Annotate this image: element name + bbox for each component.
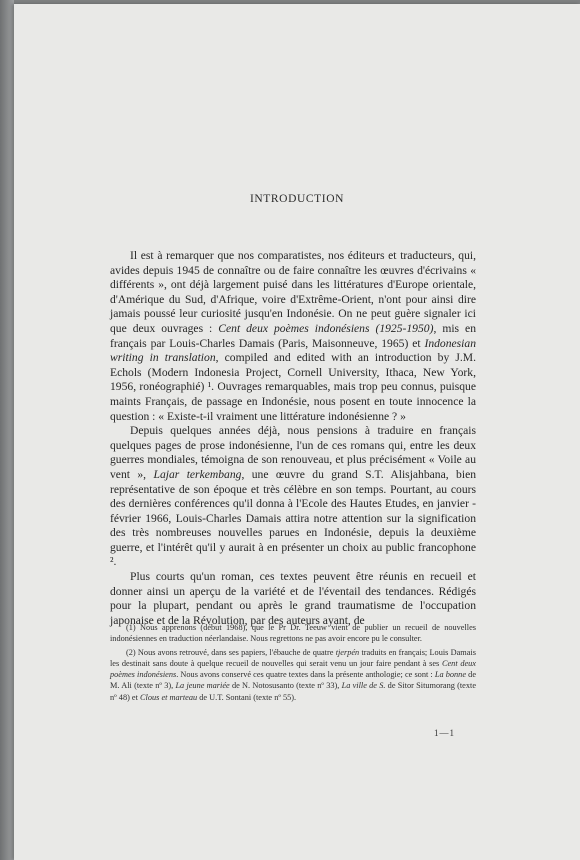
- footnote-text: de M. Ali (texte nº 3),: [110, 670, 476, 691]
- paragraph-text: Il est à remarquer que nos comparatistes, nos éditeurs et traducteurs, qui, avides depuis 1945 de connaître ou de faire connaître les œuvres d'écrivains « différents », ont déjà largement puisé dans les littératures d'Europe orientale, d'Amérique du Sud, d'Afrique, voire d'Extrême-Orient, n'ont pour ainsi dire jamais poussé leur curiosité jusqu'en Indonésie. On ne peut guère signaler ici que deux ouvrages :: [110, 249, 476, 335]
- italic-title: La ville de S.: [341, 681, 386, 691]
- paragraph: [110, 249, 476, 424]
- footnote-text: traduits en français; Louis Damais les destinait sans doute à quelque recueil de nouvelles qui serait venu un jour faire pendant à ses: [110, 648, 476, 669]
- paragraph-text: , compiled and edited with an introduction by J.M. Echols (Modern Indonesia Project, Cornell University, Ithaca, New York, 1956, ronéographié) ¹. Ouvrages remarquables, mais trop peu connus, puisque maints Français, de passage en Indonésie, nous posent en toute innocence la question : « Existe-t-il vraiment une littérature indonésienne ? »: [110, 351, 476, 423]
- paragraph-text: Plus courts qu'un roman, ces textes peuvent être réunis en recueil et donner ainsi un aperçu de la variété et de l'éventail des tendances. Rédigés pour la plupart, pendant ou après le grand traumatisme de l'occupation japonaise et de la Révolution, par des auteurs ayant, de: [110, 570, 476, 627]
- italic-title: tjerpén: [335, 648, 360, 658]
- page-number: 1—1: [434, 728, 455, 738]
- footnotes: [110, 622, 476, 706]
- footnote-text: (2) Nous avons retrouvé, dans ses papiers, l'ébauche de quatre: [126, 648, 336, 658]
- footnote-text: de Sitor Situmorang (texte nº 48) et: [110, 681, 477, 702]
- italic-title: Cent deux poèmes indonésiens: [110, 659, 476, 680]
- footnote-text: (1) Nous apprenons (début 1968), que le Pr Dr. Teeuw vient de publier un recueil de nouvelles indonésiennes en traduction néerlandaise. Nous regrettons ne pas avoir encore pu le consulter.: [110, 623, 476, 644]
- footnote-text: de U.T. Sontani (texte nº 55).: [197, 692, 297, 702]
- footnote: [110, 647, 476, 702]
- document-page: [14, 4, 580, 860]
- italic-title: Cent deux poèmes indonésiens (1925-1950): [218, 321, 434, 335]
- paragraph-text: , mis en français par Louis-Charles Damais (Paris, Maisonneuve, 1965) et: [110, 321, 476, 350]
- italic-title: La bonne: [434, 670, 467, 680]
- paragraph: [110, 570, 476, 628]
- footnote-text: de N. Notosusanto (texte nº 33),: [229, 681, 342, 691]
- italic-title: Clous et marteau: [140, 692, 198, 702]
- italic-title: La jeune mariée: [175, 681, 230, 691]
- body-text: [110, 249, 476, 628]
- paragraph: [110, 424, 476, 570]
- footnote: [110, 622, 476, 644]
- page-title: INTRODUCTION: [249, 193, 345, 205]
- book-binding-shadow: [0, 0, 14, 860]
- footnote-text: . Nous avons conservé ces quatre textes dans la présente anthologie; ce sont :: [176, 670, 435, 680]
- paragraph-text: Depuis quelques années déjà, nous pensions à traduire en français quelques pages de prose indonésienne, l'un de ces romans qui, entre les deux guerres mondiales, témoigna de son renouveau, et plus précisément « Voile au vent »,: [110, 424, 476, 481]
- italic-title: Indonesian writing in translation: [110, 336, 476, 365]
- italic-title: Lajar terkembang: [153, 467, 242, 481]
- paragraph-text: , une œuvre du grand S.T. Alisjahbana, bien représentative de son époque et très célèbre en son temps. Pourtant, au cours des dernières conférences qu'il donna à l'Ecole des Hautes Etudes, en janvier - février 1966, Louis-Charles Damais attira notre attention sur la signification des très nombreuses nouvelles parues en Indonésie, depuis la deuxième guerre, et l'intérêt qu'il y aurait à en présenter un choix au public francophone ².: [110, 467, 477, 569]
